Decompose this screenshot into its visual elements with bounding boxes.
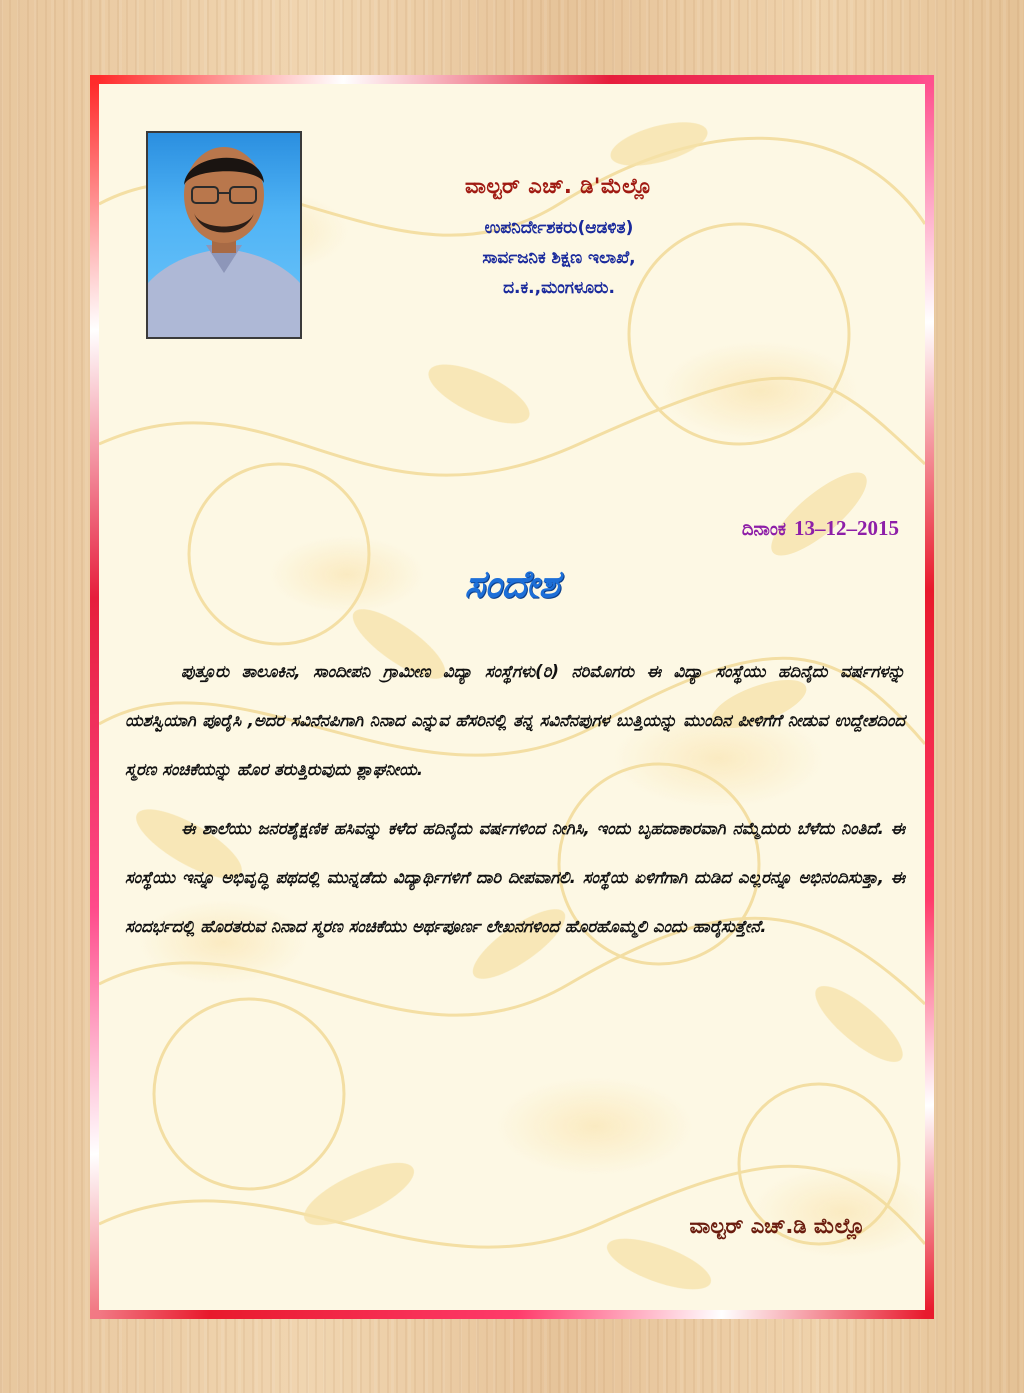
sender-header — [399, 174, 719, 303]
sender-name: ವಾಲ್ಟರ್ ಎಚ್. ಡಿ'ಮೆಲ್ಲೊ — [465, 174, 653, 198]
sender-portrait-photo — [146, 131, 302, 339]
date-label: ದಿನಾಂಕ — [741, 519, 786, 540]
date-line — [742, 516, 899, 541]
signature: ವಾಲ್ಟರ್ ಎಚ್.ಡಿ ಮೆಲ್ಲೊ — [689, 1214, 865, 1238]
message-card — [90, 75, 934, 1319]
date-value: 13–12–2015 — [794, 516, 899, 540]
sender-location: ದ.ಕ.,ಮಂಗಳೂರು. — [503, 278, 615, 298]
message-body — [125, 647, 905, 961]
sender-designation: ಉಪನಿರ್ದೇಶಕರು(ಆಡಳಿತ) — [484, 218, 634, 238]
message-heading: ಸಂದೇಶ — [464, 562, 560, 606]
message-paragraph: ಈ ಶಾಲೆಯು ಜನರಶೈಕ್ಷಣಿಕ ಹಸಿವನ್ನು ಕಳೆದ ಹದಿನೈದು ವರ್ಷಗಳಿಂದ ನೀಗಿಸಿ, ಇಂದು ಬೃಹದಾಕಾರವಾಗಿ ನಮ್ಮೆದುರು ಬೆಳೆದು ನಿಂತಿದೆ. ಈ ಸಂಸ್ಥೆಯು ಇನ್ನೂ ಅಭಿವೃದ್ಧಿ ಪಥದಲ್ಲಿ ಮುನ್ನಡೆದು ವಿದ್ಯಾರ್ಥಿಗಳಿಗೆ ದಾರಿ ದೀಪವಾಗಲಿ. ಸಂಸ್ಥೆಯ ಏಳಿಗೆಗಾಗಿ ದುಡಿದ ಎಲ್ಲರನ್ನೂ ಅಭಿನಂದಿಸುತ್ತಾ, ಈ ಸಂದರ್ಭದಲ್ಲಿ ಹೊರತರುವ ನಿನಾದ ಸ್ಮರಣ ಸಂಚಿಕೆಯು ಅರ್ಥಪೂರ್ಣ ಲೇಖನಗಳಿಂದ ಹೊರಹೊಮ್ಮಲಿ ಎಂದು ಹಾರೈಸುತ್ತೇನೆ. — [125, 819, 905, 936]
portrait-figure — [148, 133, 300, 337]
sender-department: ಸಾರ್ವಜನಿಕ ಶಿಕ್ಷಣ ಇಲಾಖೆ, — [482, 248, 636, 268]
message-paragraph: ಪುತ್ತೂರು ತಾಲೂಕಿನ, ಸಾಂದೀಪನಿ ಗ್ರಾಮೀಣ ವಿದ್ಯಾ ಸಂಸ್ಥೆಗಳು(ರಿ) ನರಿಮೊಗರು ಈ ವಿದ್ಯಾ ಸಂಸ್ಥೆಯು ಹದಿನೈದು ವರ್ಷಗಳನ್ನು ಯಶಸ್ವಿಯಾಗಿ ಪೂರೈಸಿ ,ಅದರ ಸವಿನೆನಪಿಗಾಗಿ ನಿನಾದ ಎನ್ನುವ ಹೆಸರಿನಲ್ಲಿ ತನ್ನ ಸವಿನೆನಪುಗಳ ಬುತ್ತಿಯನ್ನು ಮುಂದಿನ ಪೀಳಿಗೆಗೆ ನೀಡುವ ಉದ್ದೇಶದಿಂದ ಸ್ಮರಣ ಸಂಚಿಕೆಯನ್ನು ಹೊರ ತರುತ್ತಿರುವುದು ಶ್ಲಾಘನೀಯ. — [125, 662, 905, 779]
